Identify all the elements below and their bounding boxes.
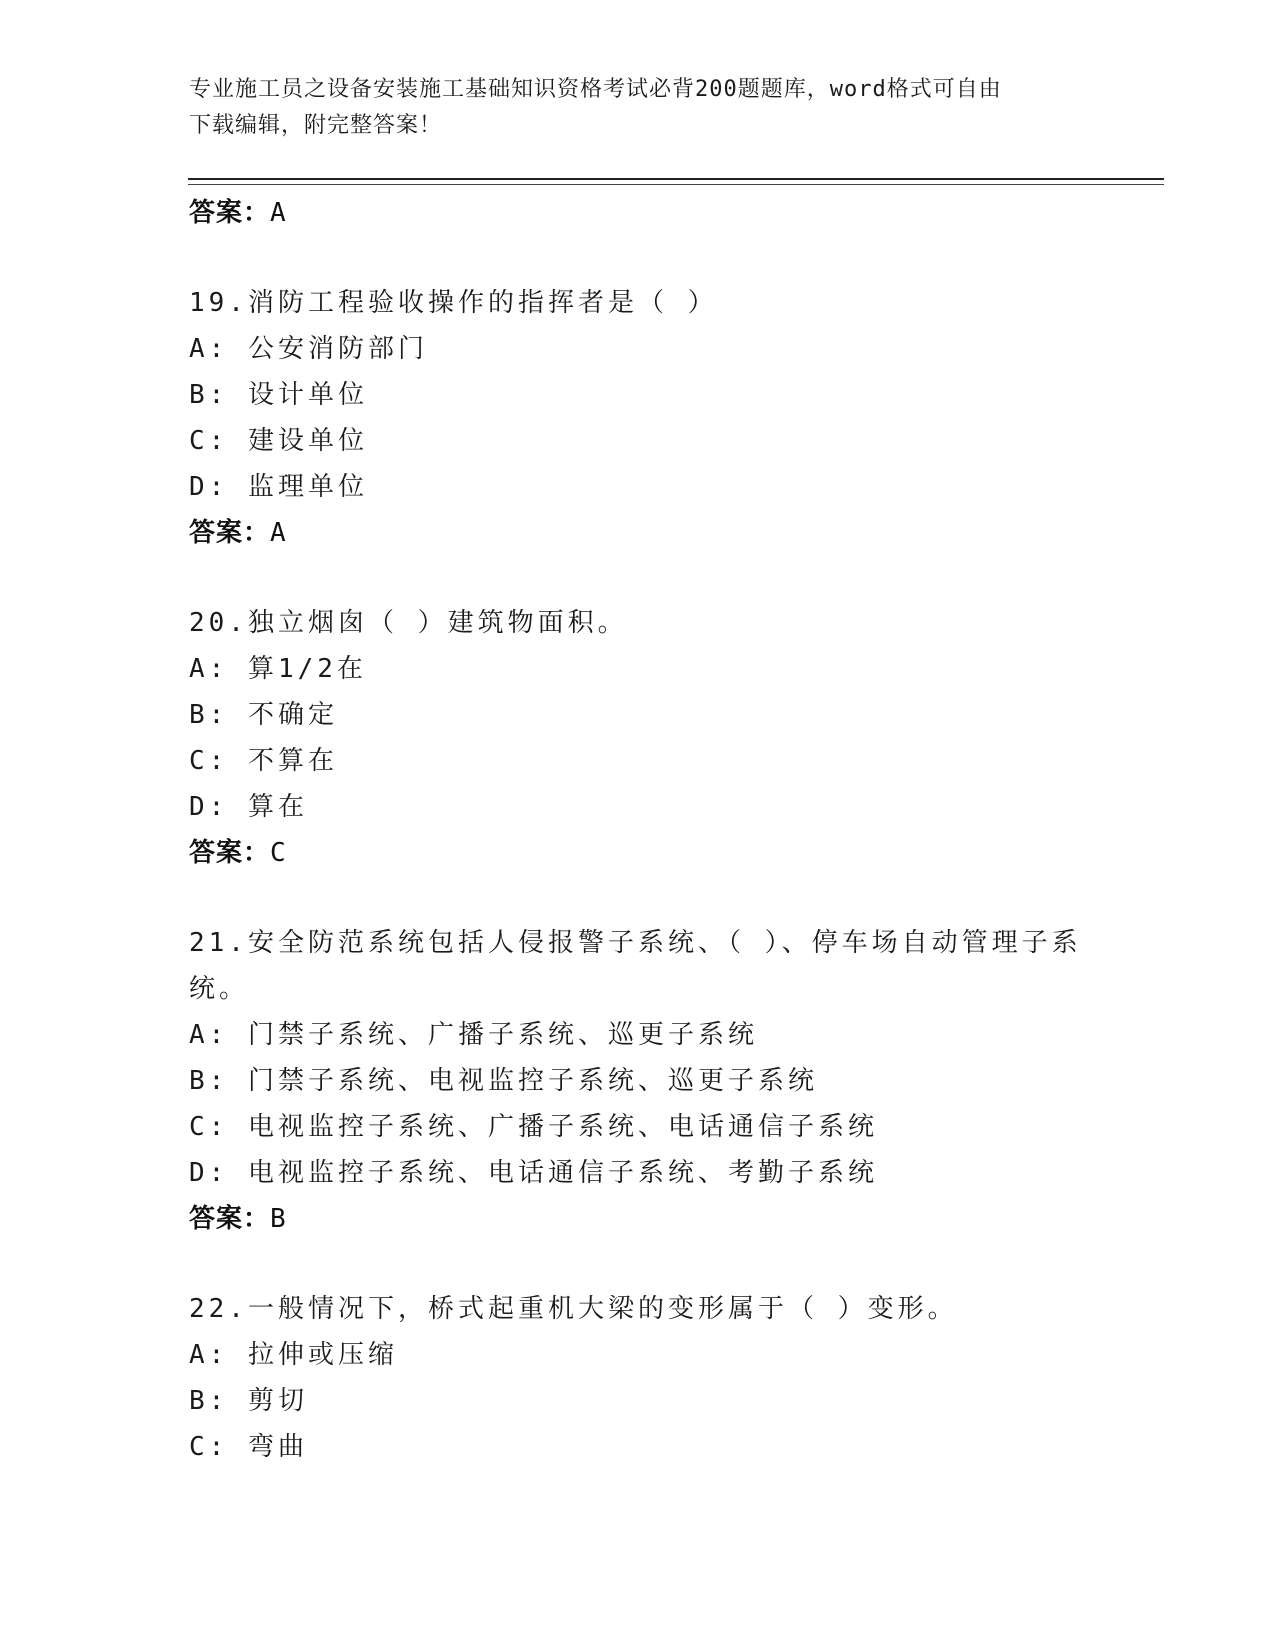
option-a: A: 算1/2在 <box>189 654 367 684</box>
option-c: C: 电视监控子系统、广播子系统、电话通信子系统 <box>189 1112 878 1142</box>
option-d: D: 算在 <box>189 792 308 822</box>
option-c: C: 建设单位 <box>189 426 368 456</box>
option-a: A: 公安消防部门 <box>189 334 428 364</box>
answer-value: C <box>270 838 287 868</box>
header-line-2: 下载编辑，附完整答案！ <box>189 113 443 138</box>
answer-value: A <box>270 518 287 548</box>
question-stem: 20.独立烟囱（ ）建筑物面积。 <box>189 608 628 638</box>
question-20 <box>189 600 1089 876</box>
answer-value: A <box>270 198 287 228</box>
question-stem: 22.一般情况下，桥式起重机大梁的变形属于（ ）变形。 <box>189 1294 958 1324</box>
answer-line <box>189 830 1089 876</box>
option-d: D: 监理单位 <box>189 472 368 502</box>
question-21 <box>189 920 1089 1242</box>
header-rule-thin <box>188 184 1164 185</box>
question-stem: 19.消防工程验收操作的指挥者是（ ） <box>189 288 718 318</box>
header-line-1: 专业施工员之设备安装施工基础知识资格考试必背200题题库，word格式可自由 <box>189 77 1002 102</box>
option-c: C: 不算在 <box>189 746 338 776</box>
option-c: C: 弯曲 <box>189 1432 308 1462</box>
answer-value: B <box>270 1204 287 1234</box>
answer-label: 答案： <box>189 1204 271 1234</box>
option-b: B: 门禁子系统、电视监控子系统、巡更子系统 <box>189 1066 818 1096</box>
answer-label: 答案： <box>189 518 271 548</box>
question-list <box>189 190 1089 1470</box>
option-d: D: 电视监控子系统、电话通信子系统、考勤子系统 <box>189 1158 878 1188</box>
answer-line <box>189 1196 1089 1242</box>
option-a: A: 门禁子系统、广播子系统、巡更子系统 <box>189 1020 758 1050</box>
answer-line <box>189 190 1089 236</box>
answer-label: 答案： <box>189 198 271 228</box>
option-b: B: 不确定 <box>189 700 338 730</box>
answer-label: 答案： <box>189 838 271 868</box>
option-b: B: 设计单位 <box>189 380 368 410</box>
answer-line <box>189 510 1089 556</box>
question-22 <box>189 1286 1089 1470</box>
header-rule-thick <box>188 178 1164 180</box>
question-19 <box>189 280 1089 556</box>
question-stem-line-1: 21.安全防范系统包括人侵报警子系统、（ ）、停车场自动管理子系 <box>189 928 1082 958</box>
document-header <box>189 72 1089 144</box>
option-a: A: 拉伸或压缩 <box>189 1340 398 1370</box>
option-b: B: 剪切 <box>189 1386 308 1416</box>
question-stem-line-2: 统。 <box>189 974 250 1004</box>
